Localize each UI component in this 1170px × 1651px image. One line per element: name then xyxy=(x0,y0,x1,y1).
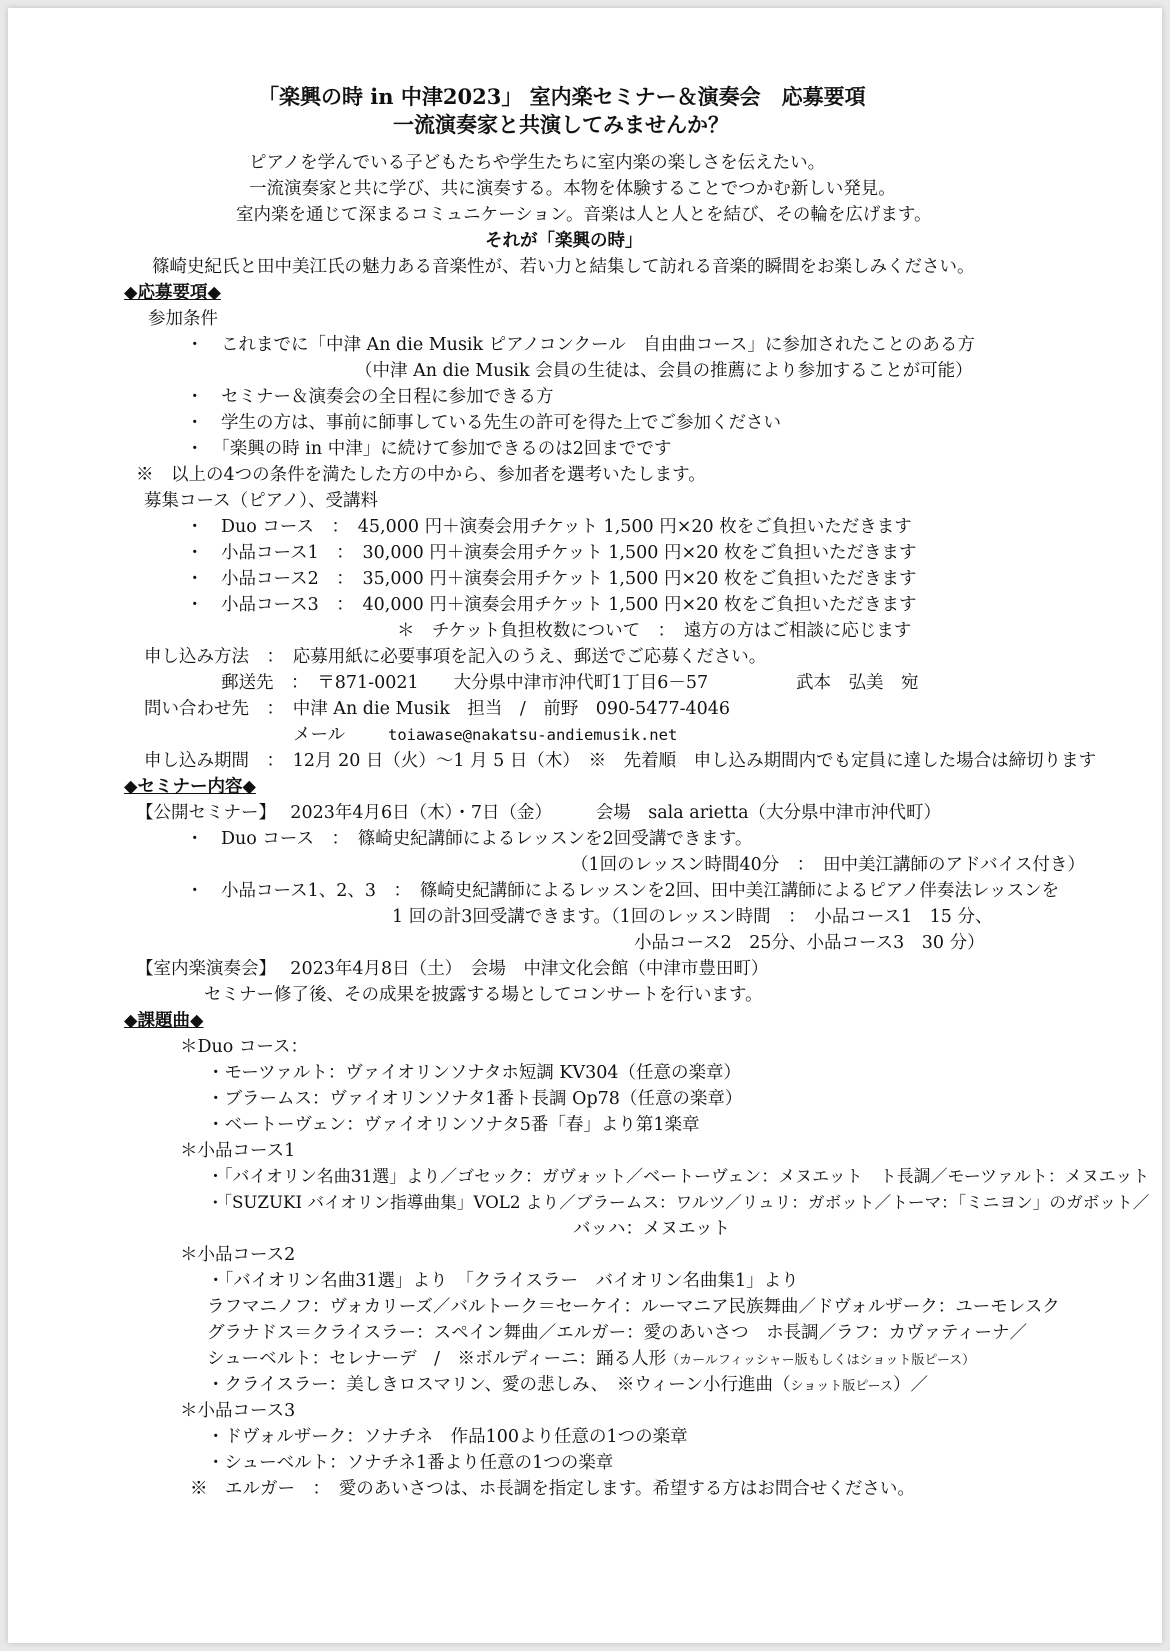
small2-piece xyxy=(207,1372,928,1400)
seminar-duo-note: （1回のレッスン時間40分 ： 田中美江講師のアドバイス付き） xyxy=(571,855,1085,875)
document-page xyxy=(8,8,1162,1643)
course-item: ・ 小品コース2 ： 35,000 円＋演奏会用チケット 1,500 円×20 枚をご負担いただきます xyxy=(186,569,917,589)
course-item: ・ 小品コース3 ： 40,000 円＋演奏会用チケット 1,500 円×20 枚をご負担いただきます xyxy=(186,595,917,615)
edition-note: （カールフィッシャー版もしくはショット版ピース） xyxy=(666,1353,976,1368)
mail-recipient: 武本 弘美 宛 xyxy=(796,673,919,693)
chamber-concert: 【室内楽演奏会】 2023年4月8日（土） 会場 中津文化会館（中津市豊田町） xyxy=(136,959,769,979)
section-heading-pieces: ◆課題曲◆ xyxy=(124,1011,204,1031)
intro-line: 室内楽を通じて深まるコミュニケーション。音楽は人と人とを結び、その輪を広げます。 xyxy=(236,205,932,225)
condition-note: （中津 An die Musik 会員の生徒は、会員の推薦により参加することが可能） xyxy=(355,361,973,381)
small3-piece: ・シューベルト：ソナチネ1番より任意の1つの楽章 xyxy=(207,1453,614,1473)
section-heading-seminar: ◆セミナー内容◆ xyxy=(124,777,256,797)
condition-item: ・ 学生の方は、事前に師事している先生の許可を得た上でご参加ください xyxy=(186,413,781,433)
seminar-small-line3: 小品コース2 25分、小品コース3 30 分） xyxy=(634,933,985,953)
document-title: 「楽興の時 in 中津2023」 室内楽セミナー＆演奏会 応募要項 xyxy=(258,84,866,109)
mail-address: 郵送先 ： 〒871-0021 大分県中津市沖代町1丁目6－57 xyxy=(221,673,709,693)
condition-item: ・ これまでに「中津 An die Musik ピアノコンクール 自由曲コース」に参加されたことのある方 xyxy=(186,335,975,355)
edition-note: ショット版ピース xyxy=(790,1379,894,1394)
small1-piece: ・「バイオリン名曲31選」より／ゴセック：ガヴォット／ベートーヴェン：メヌエット ト長調／モーツァルト：メヌエット xyxy=(207,1167,1150,1187)
ticket-note: ＊ チケット負担枚数について ： 遠方の方はご相談に応じます xyxy=(397,621,912,641)
small2-piece-text: シューベルト：セレナーデ / ※ボルディーニ：踊る人形 xyxy=(207,1349,667,1369)
small1-piece-cont: バッハ：メヌエット xyxy=(573,1219,731,1239)
small2-piece: ・「バイオリン名曲31選」より 「クライスラー バイオリン名曲集1」より xyxy=(207,1271,799,1291)
concert-description: セミナー修了後、その成果を披露する場としてコンサートを行います。 xyxy=(204,985,763,1005)
seminar-small: ・ 小品コース1、2、3 ： 篠崎史紀講師によるレッスンを2回、田中美江講師によるピアノ伴奏法レッスンを xyxy=(186,881,1060,901)
course-item: ・ Duo コース ： 45,000 円＋演奏会用チケット 1,500 円×20 枚をご負担いただきます xyxy=(186,517,912,537)
small3-heading: ＊小品コース3 xyxy=(180,1401,296,1421)
intro-line: 一流演奏家と共に学び、共に演奏する。本物を体験することでつかむ新しい発見。 xyxy=(249,179,896,199)
small2-piece: グラナドス＝クライスラー：スペイン舞曲／エルガー：愛のあいさつ ホ長調／ラフ：カヴァティーナ／ xyxy=(207,1323,1028,1343)
small3-piece: ・ドヴォルザーク：ソナチネ 作品100より任意の1つの楽章 xyxy=(207,1427,688,1447)
public-seminar: 【公開セミナー】 2023年4月6日（木）・7日（金） 会場 sala arietta（大分県中津市沖代町） xyxy=(136,803,942,823)
duo-piece: ・ブラームス：ヴァイオリンソナタ1番ト長調 Op78（任意の楽章） xyxy=(207,1089,743,1109)
small2-piece xyxy=(207,1346,975,1374)
email-label: メール xyxy=(293,725,346,745)
condition-item: ・ 「楽興の時 in 中津」に続けて参加できるのは2回までです xyxy=(186,439,672,459)
duo-heading: ＊Duo コース： xyxy=(180,1037,309,1057)
duo-piece: ・モーツァルト：ヴァイオリンソナタホ短調 KV304（任意の楽章） xyxy=(207,1063,742,1083)
contact-info: 問い合わせ先 ： 中津 An die Musik 担当 / 前野 090-5477-4046 xyxy=(144,699,731,719)
conditions-heading: 参加条件 xyxy=(148,309,218,329)
seminar-duo: ・ Duo コース ： 篠崎史紀講師によるレッスンを2回受講できます。 xyxy=(186,829,753,849)
duo-piece: ・ベートーヴェン：ヴァイオリンソナタ5番「春」より第1楽章 xyxy=(207,1115,700,1135)
final-note: ※ エルガー ： 愛のあいさつは、ホ長調を指定します。希望する方はお問合せください。 xyxy=(190,1479,915,1499)
intro-line: 篠崎史紀氏と田中美江氏の魅力ある音楽性が、若い力と結集して訪れる音楽的瞬間をお楽しみください。 xyxy=(152,257,975,277)
email-address: toiawase@nakatsu-andiemusik.net xyxy=(388,726,678,744)
intro-highlight: それが「楽興の時」 xyxy=(485,231,643,251)
small1-heading: ＊小品コース1 xyxy=(180,1141,296,1161)
small2-piece-text: ）／ xyxy=(893,1375,929,1395)
seminar-small-line2: 1 回の計3回受講できます。（1回のレッスン時間 ： 小品コース1 15 分、 xyxy=(392,907,993,927)
course-item: ・ 小品コース1 ： 30,000 円＋演奏会用チケット 1,500 円×20 枚をご負担いただきます xyxy=(186,543,917,563)
conditions-note: ※ 以上の4つの条件を満たした方の中から、参加者を選考いたします。 xyxy=(136,465,706,485)
intro-line: ピアノを学んでいる子どもたちや学生たちに室内楽の楽しさを伝えたい。 xyxy=(249,153,826,173)
small1-piece: ・「SUZUKI バイオリン指導曲集」VOL2 より／ブラームス：ワルツ／リュリ：ガボット／トーマ：「ミニヨン」のガボット／ xyxy=(207,1193,1150,1212)
course-heading: 募集コース（ピアノ）、受講料 xyxy=(144,491,378,511)
small2-piece-text: ・クライスラー：美しきロスマリン、愛の悲しみ、 ※ウィーン小行進曲（ xyxy=(207,1375,791,1395)
document-subtitle: 一流演奏家と共演してみませんか？ xyxy=(393,112,729,137)
apply-method: 申し込み方法 ： 応募用紙に必要事項を記入のうえ、郵送でご応募ください。 xyxy=(144,647,767,667)
section-heading-application: ◆応募要項◆ xyxy=(124,283,221,303)
condition-item: ・ セミナー＆演奏会の全日程に参加できる方 xyxy=(186,387,554,407)
application-period: 申し込み期間 ： 12月 20 日（火）～1 月 5 日（木） ※ 先着順 申し込み期間内でも定員に達した場合は締切ります xyxy=(144,751,1097,771)
small2-piece: ラフマニノフ：ヴォカリーズ／バルトーク＝セーケイ：ルーマニア民族舞曲／ドヴォルザーク：ユーモレスク xyxy=(207,1297,1060,1317)
small2-heading: ＊小品コース2 xyxy=(180,1245,296,1265)
